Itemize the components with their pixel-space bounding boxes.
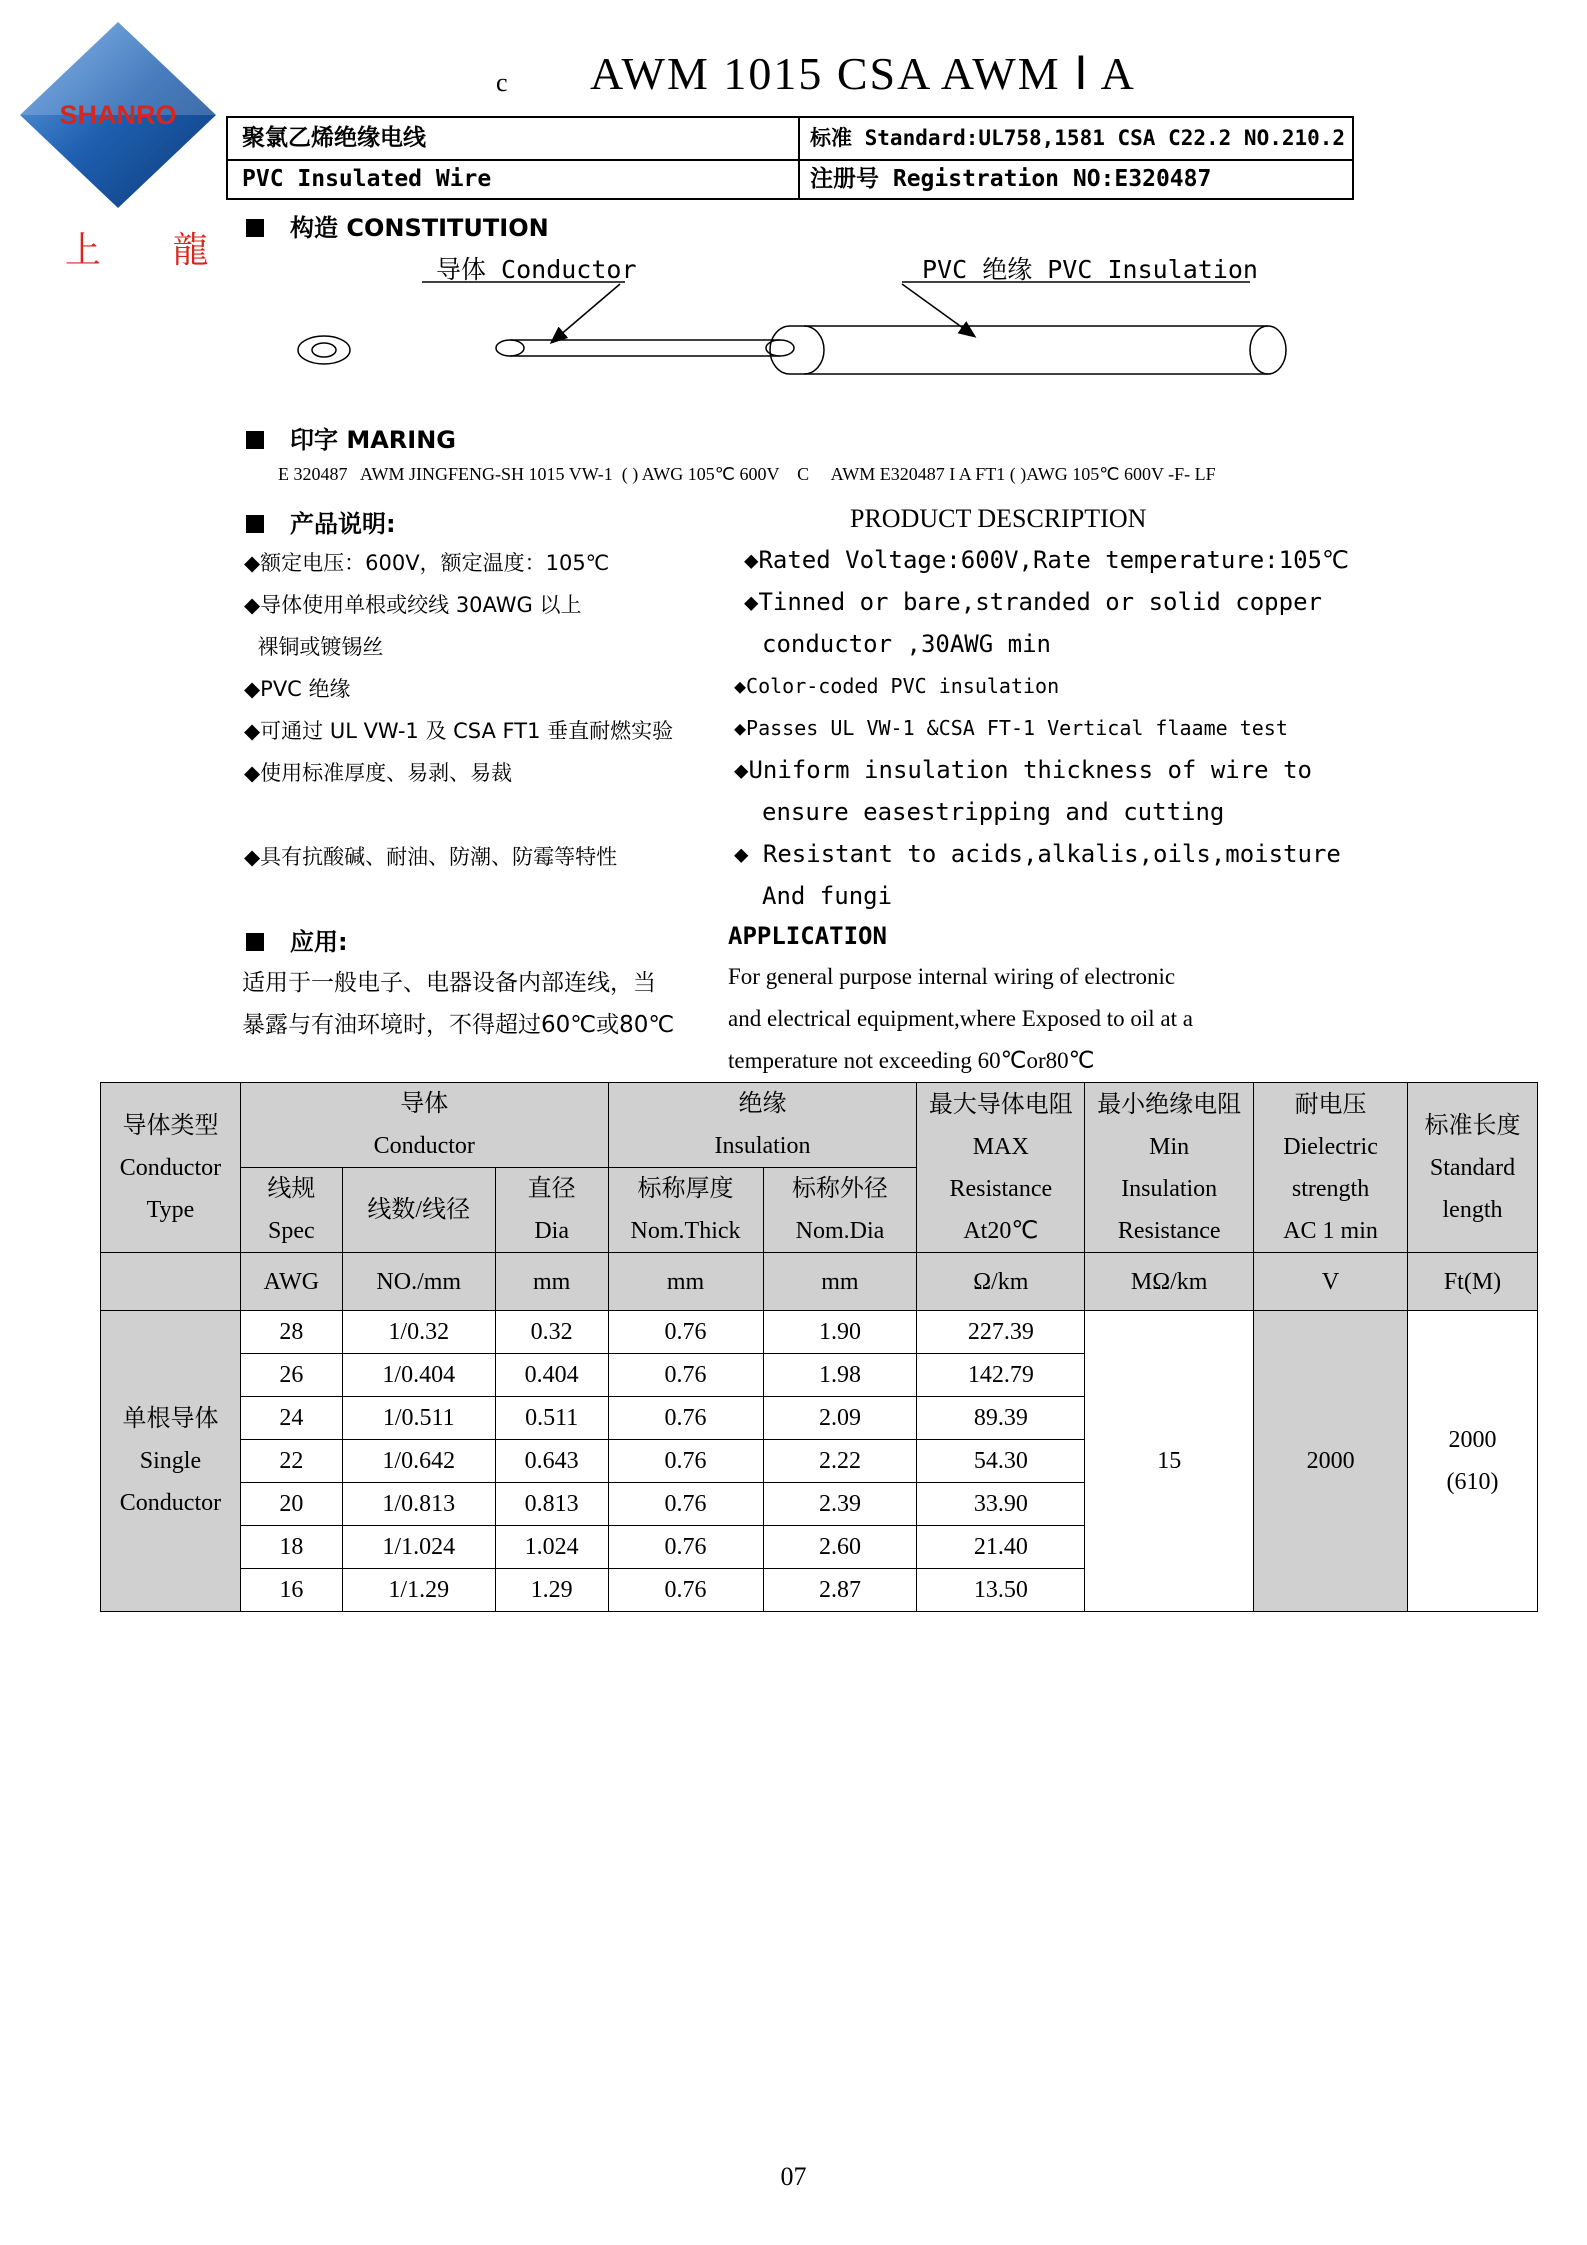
header-wire: 线数/线径 [342,1168,495,1253]
construction-heading: 构造 CONSTITUTION [246,208,549,243]
unit-cell: mm [763,1253,917,1311]
header-standard-length: 标准长度 Standard length [1408,1083,1538,1253]
marking-text: E 320487 AWM JINGFENG-SH 1015 VW-1 ( ) AWG 105℃ 600V C AWM E320487 I A FT1 ( )AWG 105℃ 600V -F- LF [278,464,1216,484]
standard-text: 标准 Standard:UL758,1581 CSA C22.2 NO.210.2 [810,126,1346,150]
header-insulation: 绝缘 Insulation [608,1083,917,1168]
desc-en-line: ◆Color-coded PVC insulation [734,674,1060,698]
application-en-line: temperature not exceeding 60℃or80℃ [728,1048,1095,1073]
desc-cn-line: ◆具有抗酸碱、耐油、防潮、防霉等特性 [244,845,618,869]
description-heading-cn: 产品说明: [246,504,396,539]
logo-brand-text: SHANRO [59,100,177,130]
application-cn-line: 暴露与有油环境时，不得超过60℃或80℃ [242,1012,675,1038]
application-heading-en: APPLICATION [728,922,887,950]
header-dia: 直径 Dia [495,1168,608,1253]
desc-cn-line: ◆PVC 绝缘 [244,677,351,701]
desc-en-line: ◆Rated Voltage:600V,Rate temperature:105℃ [744,546,1349,574]
desc-cn-line: ◆使用标准厚度、易剥、易裁 [244,761,513,785]
spec-table [100,1082,1538,1612]
application-cn-line: 适用于一般电子、电器设备内部连线，当 [242,970,656,996]
header-spec: 线规 Spec [240,1168,342,1253]
header-nom-thick: 标称厚度 Nom.Thick [608,1168,763,1253]
group-single-conductor: 单根导体 Single Conductor [101,1311,241,1612]
table-row: 18 1/1.024 1.024 0.76 2.60 21.40 [101,1526,1538,1569]
desc-cn-line: ◆额定电压：600V，额定温度：105℃ [244,551,610,575]
header-conductor-type: 导体类型 Conductor Type [101,1083,241,1253]
length-value: 2000 (610) [1408,1311,1538,1612]
page-title: AWM 1015 CSA AWM Ⅰ A [590,48,1136,99]
desc-en-line: ensure easestripping and cutting [762,798,1225,826]
table-row: 24 1/0.511 0.511 0.76 2.09 89.39 [101,1397,1538,1440]
header-box [226,116,1354,200]
title-prefix: c [496,68,508,97]
unit-cell: AWG [240,1253,342,1311]
header-conductor: 导体 Conductor [240,1083,608,1168]
header-nom-dia: 标称外径 Nom.Dia [763,1168,917,1253]
header-max-resistance: 最大导体电阻 MAX Resistance At20℃ [917,1083,1085,1253]
unit-cell: Ω/km [917,1253,1085,1311]
header-min-insulation: 最小绝缘电阻 Min Insulation Resistance [1085,1083,1254,1253]
table-row: 26 1/0.404 0.404 0.76 1.98 142.79 [101,1354,1538,1397]
table-row: 22 1/0.642 0.643 0.76 2.22 54.30 [101,1440,1538,1483]
description-heading-en: PRODUCT DESCRIPTION [850,504,1147,533]
unit-cell: V [1254,1253,1408,1311]
insulation-label: PVC 绝缘 PVC Insulation [922,255,1258,284]
header-dielectric: 耐电压 Dielectric strength AC 1 min [1254,1083,1408,1253]
marking-heading: 印字 MARING [246,420,456,455]
conductor-label: 导体 Conductor [436,255,637,284]
product-name-en: PVC Insulated Wire [242,166,492,192]
application-heading-cn: 应用: [246,922,348,957]
desc-en-line: ◆Uniform insulation thickness of wire to [734,756,1312,784]
unit-cell: mm [495,1253,608,1311]
desc-en-line: conductor ,30AWG min [762,630,1051,658]
desc-cn-line: 裸铜或镀锡丝 [244,635,384,659]
min-insulation-value: 15 [1085,1311,1254,1612]
application-en-line: For general purpose internal wiring of electronic [728,964,1176,989]
table-row: 16 1/1.29 1.29 0.76 2.87 13.50 [101,1569,1538,1612]
units-spacer [101,1253,241,1311]
desc-en-line: ◆ Resistant to acids,alkalis,oils,moisture [734,840,1341,868]
desc-en-line: ◆Passes UL VW-1 &CSA FT-1 Vertical flaame test [734,716,1288,740]
logo-chinese-text: 上 龍 [65,230,239,271]
desc-cn-line: ◆可通过 UL VW-1 及 CSA FT1 垂直耐燃实验 [244,719,674,743]
unit-cell: NO./mm [342,1253,495,1311]
table-row: 单根导体 Single Conductor 28 1/0.32 0.32 0.76 1.90 227.39 15 2000 2000 (610) [101,1311,1538,1354]
desc-en-line: And fungi [762,882,893,910]
wire-diagram [280,270,1340,390]
unit-cell: MΩ/km [1085,1253,1254,1311]
page-number: 07 [780,2162,807,2191]
product-name-cn: 聚氯乙烯绝缘电线 [242,125,426,151]
application-en-line: and electrical equipment,where Exposed to oil at a [728,1006,1193,1031]
desc-cn-line: ◆导体使用单根或绞线 30AWG 以上 [244,593,582,617]
table-row: 20 1/0.813 0.813 0.76 2.39 33.90 [101,1483,1538,1526]
registration-text: 注册号 Registration NO:E320487 [810,166,1212,192]
desc-en-line: ◆Tinned or bare,stranded or solid copper [744,588,1322,616]
shanro-logo [18,20,218,210]
unit-cell: Ft(M) [1408,1253,1538,1311]
unit-cell: mm [608,1253,763,1311]
dielectric-value: 2000 [1254,1311,1408,1612]
